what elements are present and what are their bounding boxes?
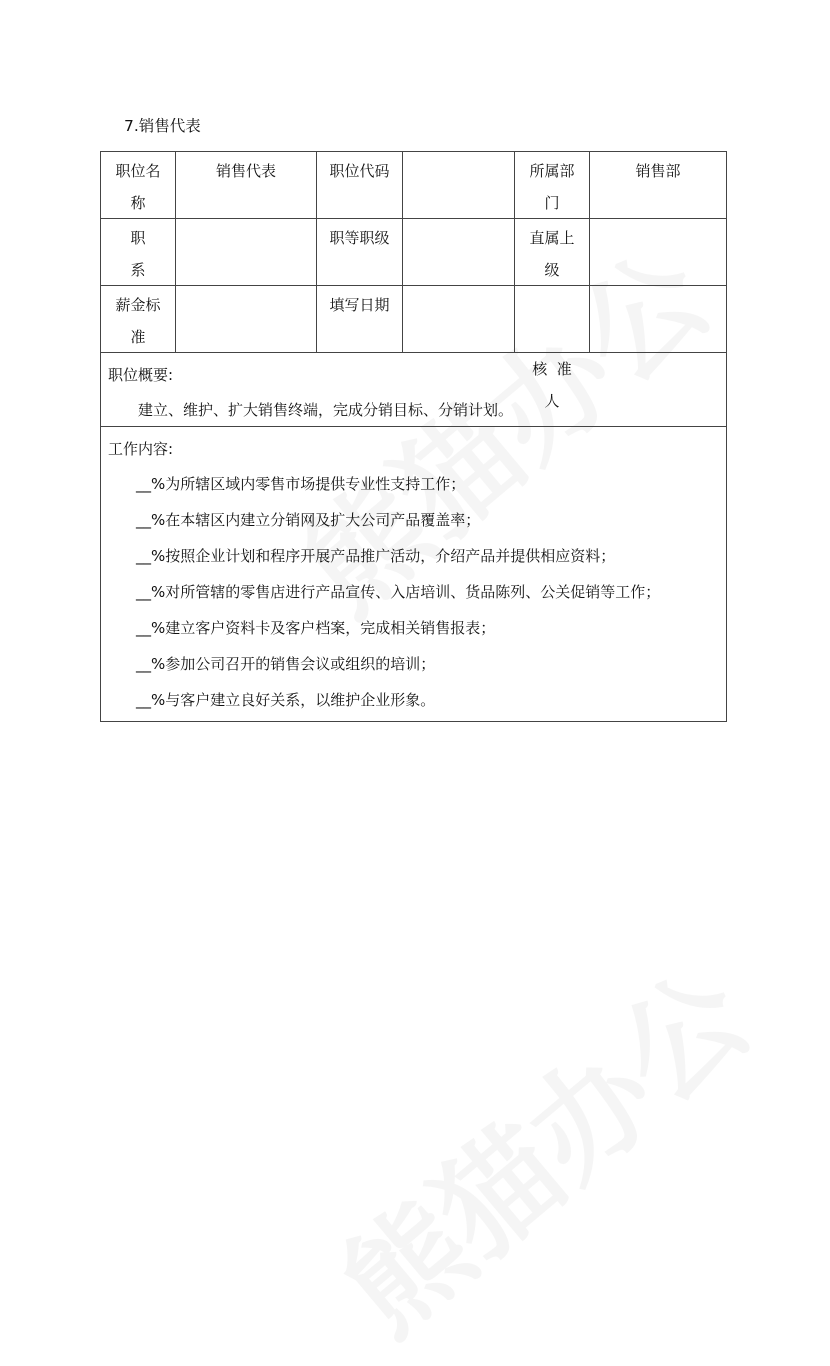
duty-item: __%建立客户资料卡及客户档案，完成相关销售报表； — [136, 619, 496, 637]
watermark-bottom — [301, 926, 779, 1366]
row-divider — [100, 426, 727, 427]
duty-item: __%在本辖区内建立分销网及扩大公司产品覆盖率； — [136, 511, 481, 529]
label-approver: 核 准 人 — [532, 360, 572, 410]
label-grade-level: 职等职级 — [329, 229, 390, 247]
label-department: 所属部 门 — [529, 162, 575, 212]
label-direct-supervisor: 直属上 级 — [529, 229, 575, 279]
column-divider — [402, 151, 403, 352]
row-divider — [100, 285, 727, 286]
row-divider — [100, 352, 727, 353]
value-department: 销售部 — [635, 162, 681, 180]
label-salary-standard: 薪金标 准 — [115, 296, 161, 346]
label-job-family: 职 系 — [130, 229, 146, 279]
duty-item: __%对所管辖的零售店进行产品宣传、入店培训、货品陈列、公关促销等工作； — [136, 583, 661, 601]
row-divider — [100, 218, 727, 219]
duty-item: __%按照企业计划和程序开展产品推广活动，介绍产品并提供相应资料； — [136, 547, 616, 565]
summary-text: 建立、维护、扩大销售终端，完成分销目标、分销计划。 — [138, 401, 514, 419]
label-position-code: 职位代码 — [329, 162, 390, 180]
label-position-name: 职位名 称 — [115, 162, 161, 212]
label-fill-date: 填写日期 — [329, 296, 390, 314]
duties-list — [136, 470, 660, 722]
summary-heading: 职位概要: — [108, 366, 174, 384]
duty-item: __%为所辖区域内零售市场提供专业性支持工作； — [136, 475, 466, 493]
duty-item: __%与客户建立良好关系，以维护企业形象。 — [136, 691, 436, 709]
section-title: 7.销售代表 — [124, 117, 201, 135]
duty-item: __%参加公司召开的销售会议或组织的培训； — [136, 655, 436, 673]
duties-heading: 工作内容: — [108, 440, 174, 458]
value-position-name: 销售代表 — [215, 162, 276, 180]
